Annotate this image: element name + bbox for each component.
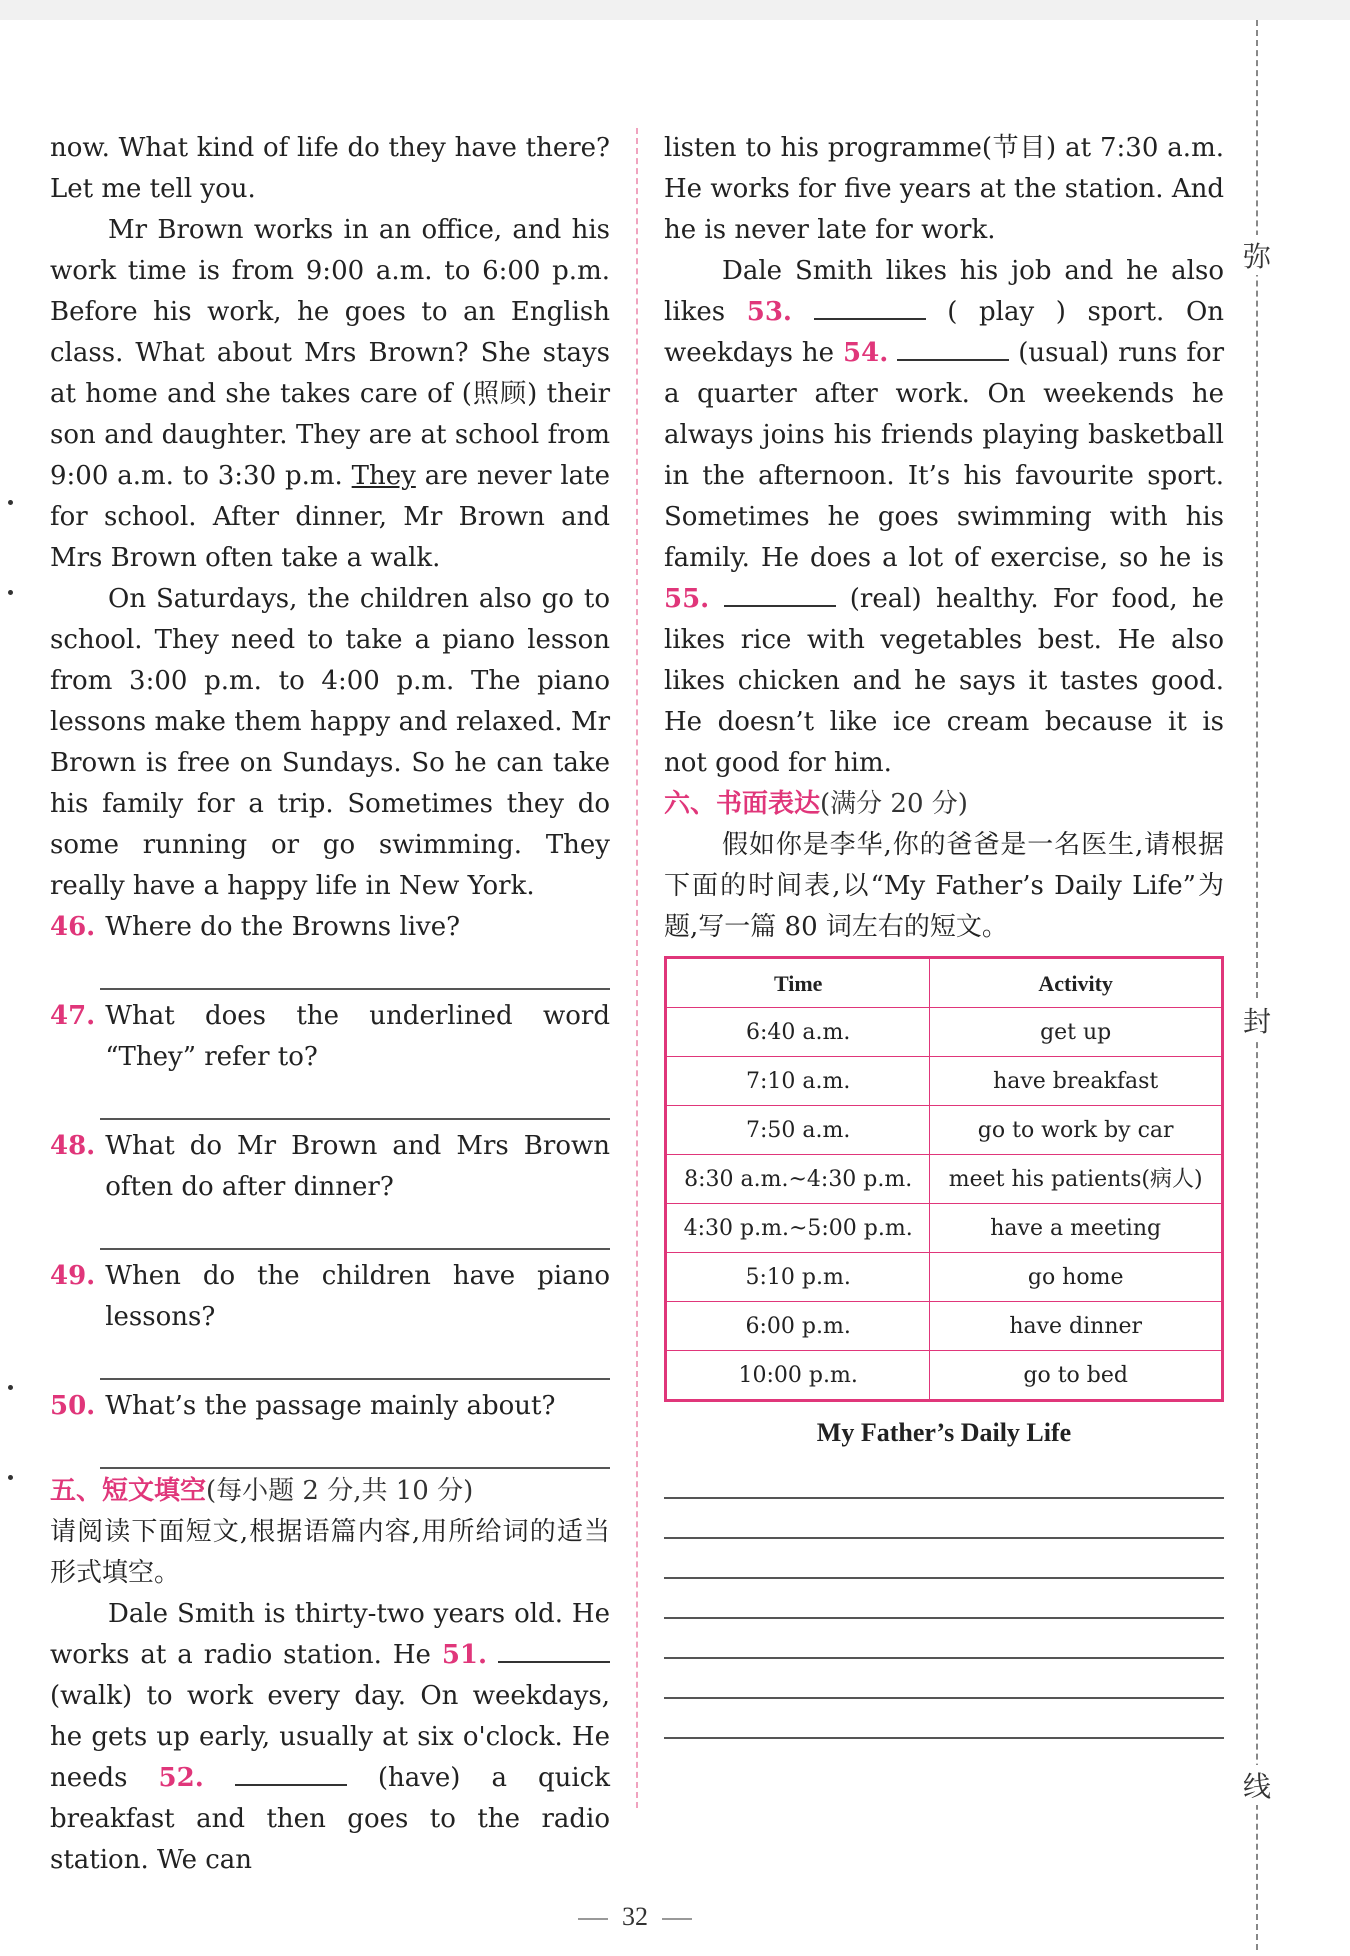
paragraph-text: (real) healthy. For food, he likes rice with vegetables best. He also likes chicken and he says it tastes good. He doesn’t like ice cream because it is not good for him.	[664, 584, 1225, 778]
paragraph-text: Dale Smith likes his job and he also likes	[664, 256, 1224, 327]
table-row	[666, 1106, 1223, 1155]
footer-dash	[662, 1918, 692, 1920]
right-column	[664, 128, 1224, 1739]
section-instructions: 假如你是李华,你的爸爸是一名医生,请根据下面的时间表,以“My Father’s Daily Life”为题,写一篇 80 词左右的短文。	[664, 830, 1224, 942]
page-number: 32	[622, 1902, 648, 1931]
blank-number: 52.	[158, 1763, 204, 1793]
writing-line[interactable]	[664, 1659, 1224, 1699]
time-cell: 7:50 a.m.	[666, 1106, 930, 1155]
table-row	[666, 1253, 1223, 1302]
activity-cell: meet his patients(病人)	[930, 1155, 1223, 1204]
fill-blank[interactable]	[235, 1762, 347, 1786]
writing-area[interactable]	[664, 1459, 1224, 1739]
activity-cell: go to bed	[930, 1351, 1223, 1401]
writing-line[interactable]	[664, 1619, 1224, 1659]
passage-paragraph	[50, 210, 610, 579]
margin-dot	[8, 1475, 13, 1480]
paragraph-text: are never late for school. After dinner, Mr Brown and Mrs Brown often take a walk.	[50, 461, 610, 573]
table-row	[666, 1008, 1223, 1057]
fill-blank[interactable]	[897, 337, 1009, 361]
answer-line[interactable]	[100, 1427, 610, 1469]
table-row	[666, 1155, 1223, 1204]
margin-dot	[8, 590, 13, 595]
writing-line[interactable]	[664, 1579, 1224, 1619]
activity-cell: go to work by car	[930, 1106, 1223, 1155]
activity-cell: have a meeting	[930, 1204, 1223, 1253]
fill-blank[interactable]	[498, 1639, 610, 1663]
writing-line[interactable]	[664, 1499, 1224, 1539]
section-score-note: (每小题 2 分,共 10 分)	[206, 1476, 474, 1506]
section-instructions: 请阅读下面短文,根据语篇内容,用所给词的适当形式填空。	[50, 1517, 610, 1588]
paragraph-text: Mr Brown works in an office, and his work time is from 9:00 a.m. to 6:00 p.m. Before his work, he goes to an English class. What about Mrs Brown? She stays at home and she takes care of (照顾) their son and daughter. They are at school from 9:00 a.m. to 3:30 p.m.	[50, 215, 610, 491]
underlined-word: They	[351, 461, 416, 491]
answer-line[interactable]	[100, 948, 610, 990]
table-row	[666, 1351, 1223, 1401]
time-cell: 5:10 p.m.	[666, 1253, 930, 1302]
section-5-heading	[50, 1471, 610, 1512]
question-number: 47.	[50, 1001, 96, 1031]
paragraph-text: (have) a quick breakfast and then goes to the radio station. We can	[50, 1763, 611, 1875]
paragraph-text: (usual) runs for a quarter after work. On weekends he always joins his friends playing basketball in the afternoon. It’s his favourite sport. Sometimes he goes swimming with his family. He does a lot of exercise, so he is	[664, 338, 1225, 573]
question-number: 46.	[50, 912, 96, 942]
question-text: When do the children have piano lessons?	[105, 1261, 610, 1332]
section-6-heading	[664, 784, 1224, 825]
section-score-note: (满分 20 分)	[820, 789, 968, 819]
answer-line[interactable]	[100, 1078, 610, 1120]
activity-cell: get up	[930, 1008, 1223, 1057]
column-header: Activity	[930, 958, 1223, 1008]
time-cell: 6:00 p.m.	[666, 1302, 930, 1351]
answer-line[interactable]	[100, 1208, 610, 1250]
margin-dot	[8, 1385, 13, 1390]
question-text: Where do the Browns live?	[105, 912, 461, 942]
passage-paragraph	[664, 251, 1224, 784]
table-row	[666, 1204, 1223, 1253]
blank-number: 53.	[746, 297, 792, 327]
paragraph-text: ( play ) sport. On weekdays he	[664, 297, 1224, 368]
binding-line	[1256, 20, 1258, 1950]
passage-paragraph: listen to his programme(节目) at 7:30 a.m. He works for five years at the station. And he is never late for work.	[664, 133, 1224, 245]
question-47	[50, 996, 610, 1078]
margin-dot	[8, 500, 13, 505]
passage-paragraph	[50, 1594, 610, 1881]
question-number: 49.	[50, 1261, 96, 1291]
question-text: What does the underlined word “They” refer to?	[105, 1001, 610, 1072]
section-title: 六、书面表达	[664, 789, 821, 819]
table-header-row	[666, 958, 1223, 1008]
schedule-table	[664, 956, 1224, 1402]
activity-cell: have dinner	[930, 1302, 1223, 1351]
answer-line[interactable]	[100, 1338, 610, 1380]
question-number: 50.	[50, 1391, 96, 1421]
page-top-shadow	[0, 0, 1350, 20]
time-cell: 8:30 a.m.~4:30 p.m.	[666, 1155, 930, 1204]
question-49	[50, 1256, 610, 1338]
question-text: What’s the passage mainly about?	[105, 1391, 556, 1421]
time-cell: 10:00 p.m.	[666, 1351, 930, 1401]
time-cell: 6:40 a.m.	[666, 1008, 930, 1057]
blank-number: 55.	[664, 584, 710, 614]
blank-number: 54.	[843, 338, 889, 368]
binding-mark: 线	[1242, 1765, 1272, 1805]
fill-blank[interactable]	[724, 583, 836, 607]
time-cell: 7:10 a.m.	[666, 1057, 930, 1106]
section-title: 五、短文填空	[50, 1476, 207, 1506]
footer-dash	[578, 1918, 608, 1920]
table-row	[666, 1302, 1223, 1351]
essay-title: My Father’s Daily Life	[816, 1418, 1072, 1447]
writing-line[interactable]	[664, 1699, 1224, 1739]
question-48	[50, 1126, 610, 1208]
fill-blank[interactable]	[814, 296, 926, 320]
passage-paragraph: On Saturdays, the children also go to school. They need to take a piano lesson from 3:00 p.m. to 4:00 p.m. The piano lessons make them happy and relaxed. Mr Brown is free on Sundays. So he can take his family for a trip. Sometimes they do some running or go swimming. They really have a happy life in New York.	[50, 584, 610, 901]
column-header: Time	[666, 958, 930, 1008]
binding-mark: 封	[1242, 1000, 1272, 1040]
writing-line[interactable]	[664, 1539, 1224, 1579]
activity-cell: go home	[930, 1253, 1223, 1302]
question-50	[50, 1386, 610, 1427]
page-number-footer	[0, 1902, 1270, 1932]
activity-cell: have breakfast	[930, 1057, 1223, 1106]
binding-mark: 弥	[1242, 235, 1272, 275]
writing-line[interactable]	[664, 1459, 1224, 1499]
left-column	[50, 128, 610, 1881]
question-text: What do Mr Brown and Mrs Brown often do after dinner?	[105, 1131, 610, 1202]
blank-number: 51.	[441, 1640, 488, 1670]
question-number: 48.	[50, 1131, 96, 1161]
passage-paragraph: now. What kind of life do they have there? Let me tell you.	[50, 133, 610, 204]
table-row	[666, 1057, 1223, 1106]
column-divider	[636, 128, 638, 1808]
paragraph-text: Dale Smith is thirty-two years old. He works at a radio station. He	[50, 1599, 610, 1670]
paragraph-text: (walk) to work every day. On weekdays, he gets up early, usually at six o'clock. He needs	[50, 1681, 610, 1793]
time-cell: 4:30 p.m.~5:00 p.m.	[666, 1204, 930, 1253]
question-46	[50, 907, 610, 948]
